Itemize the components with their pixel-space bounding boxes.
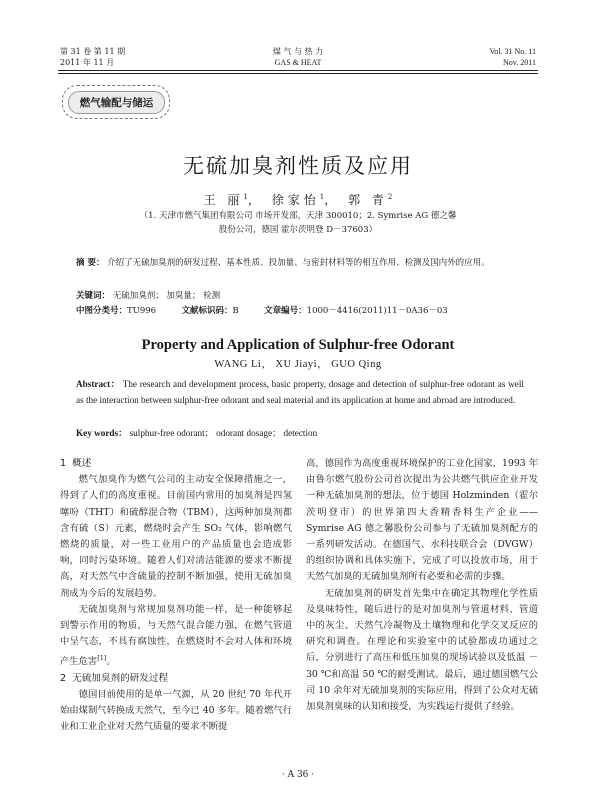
- body-paragraph: [60, 602, 292, 671]
- header-journal-cn: 煤 气 与 热 力: [272, 47, 324, 56]
- paper-title: 无硫加臭剂性质及应用: [183, 154, 413, 178]
- abstract-cn-label: 摘 要：: [76, 258, 105, 268]
- body-paragraph-end: 。: [106, 656, 116, 668]
- doc-code-value: B: [232, 306, 239, 316]
- header-journal-block: [200, 46, 396, 68]
- header-volume-en: Vol. 31 No. 11: [489, 47, 536, 56]
- header-rule-thin: [58, 73, 538, 74]
- keywords-en-text: sulphur-free odorant； odorant dosage； detection: [129, 428, 318, 438]
- clc-label: 中图分类号：: [76, 306, 128, 316]
- section-badge: [62, 85, 170, 119]
- author-2-affil: 1: [319, 193, 325, 201]
- body-paragraph-continued: 高，德国作为高度重视环境保护的工业化国家，1993 年由鲁尔燃气股份公司首次提出为公共燃气供应企业开发一种无硫加臭剂的想法，位于德国 Holzminden（霍尔茨明登市）的世界第四大香精香料生产企业——Symrise AG 德之馨股份公司参与了无硫加臭剂配方的一系列研发活动。在德国气、水科技联合会（DVGW）的组织协调和具体实施下，完成了可以投放市场，用于天然气加臭的无硫加臭剂所有必要和必需的步骤。: [306, 458, 538, 583]
- author-list: [58, 191, 538, 208]
- doc-code-label: 文献标识码：: [181, 306, 233, 316]
- header-date-cn: 2011 年 11 月: [60, 58, 115, 67]
- affiliation-line-1: （1. 天津市燃气集团有限公司 市场开发部，天津 300010；2. Symrise AG 德之馨: [139, 211, 457, 221]
- keywords-en: [76, 425, 317, 439]
- author-1: 王 丽: [203, 193, 244, 207]
- clc-value: TU996: [127, 306, 157, 316]
- abstract-cn-text: 介绍了无硫加臭剂的研发过程、基本性质、投加量、与密封材料等的相互作用、检测及国内外的应用。: [107, 258, 490, 268]
- body-paragraph: 无硫加臭剂的研发首先集中在确定其物理化学性质及臭味特性，随后进行的是对加臭剂与管道材料、管道中的灰尘、天然气冷凝物及土壤物理和化学交叉反应的研究和调查。在理论和实验室中的试验都成功通过之后，分别进行了高压和低压加臭的现场试验以及低温 －30 ℃和高温 50 ℃的耐受测试。最后，通过德国燃气公司 10 余年对无硫加臭剂的实际应用，得到了公众对无硫加臭剂臭味的认知和接受，为实践运行提供了经验。: [306, 587, 538, 713]
- header-volume-en-block: [490, 46, 536, 68]
- paper-title-en: Property and Application of Sulphur-free Odorant: [141, 337, 455, 353]
- section-title: 无硫加臭剂的研发过程: [72, 672, 169, 684]
- author-2: 徐家怡: [271, 193, 320, 207]
- header-volume-cn: 第 31 卷 第 11 期: [60, 47, 126, 56]
- header-rule: [58, 70, 538, 71]
- body-column-right: [306, 456, 538, 715]
- keywords-cn-text: 无硫加臭剂； 加臭量； 检测: [112, 291, 221, 301]
- abstract-cn: [76, 256, 524, 271]
- body-column-left: [60, 456, 292, 736]
- body-paragraph: 燃气加臭作为燃气公司的主动安全保障措施之一，得到了人们的高度重视。目前国内常用的加臭剂是四氢噻吩（THT）和硫醇混合物（TBM），这两种加臭剂都含有硫（S）元素，燃烧时会产生 SO₂ 气体，影响燃气燃烧的质量，对一些工业用户的产品质量也会造成影响，同时污染环境。随着人们对清洁能源的要求不断提高，对天然气中含硫量的控制不断加强，使用无硫加臭剂成为今后的发展趋势。: [60, 474, 292, 599]
- author-3: 郭 青: [348, 193, 388, 207]
- article-id-label: 文章编号：: [264, 306, 307, 316]
- citation-ref: [1]: [97, 654, 107, 663]
- abstract-en-text: The research and development process, basic property, dosage and detection of sulphur-free odorant as well as the interaction between sulphur-free odorant and seal material and its application at home and abroad are introduced.: [76, 379, 524, 405]
- classification-line: [76, 305, 448, 318]
- header-volume-block: [60, 46, 125, 68]
- keywords-cn-label: 关键词：: [76, 291, 111, 301]
- abstract-en: [76, 376, 524, 408]
- author-separator: ，: [324, 193, 341, 207]
- section-number: 1: [60, 458, 67, 469]
- author-list-en: WANG Li， XU Jiayi， GUO Qing: [214, 359, 382, 370]
- author-separator: ，: [247, 193, 264, 207]
- affiliation-line-2: 股份公司，德国 霍尔茨明登 D－37603）: [218, 225, 378, 235]
- keywords-cn: [76, 290, 220, 303]
- section-badge-label: 燃气输配与储运: [68, 91, 165, 114]
- body-paragraph-text: 无硫加臭剂与常规加臭剂功能一样，是一种能够起到警示作用的物质，与天然气混合能力强，在燃气管道中呈气态，不具有腐蚀性，在燃烧时不会对人体和环境产生危害: [60, 603, 292, 668]
- section-heading: [60, 456, 292, 472]
- author-3-affil: 2: [387, 193, 393, 201]
- page-number: · A 36 ·: [281, 770, 315, 780]
- section-number: 2: [60, 672, 67, 684]
- section-heading: [60, 671, 292, 687]
- body-paragraph: 德国目前使用的是单一气源，从 20 世纪 70 年代开始由煤制气转换成天然气，至今已 40 多年。随着燃气行业和工业企业对天然气质量的要求不断提: [60, 688, 292, 733]
- article-id-value: 1000－4416(2011)11－0A36－03: [306, 306, 448, 316]
- header-journal-en: GAS & HEAT: [274, 58, 322, 67]
- header-date-en: Nov. 2011: [503, 58, 536, 67]
- author-1-affil: 1: [243, 193, 248, 201]
- section-title: 概述: [72, 458, 92, 469]
- keywords-en-label: Key words：: [76, 428, 128, 438]
- abstract-en-label: Abstract：: [76, 379, 121, 389]
